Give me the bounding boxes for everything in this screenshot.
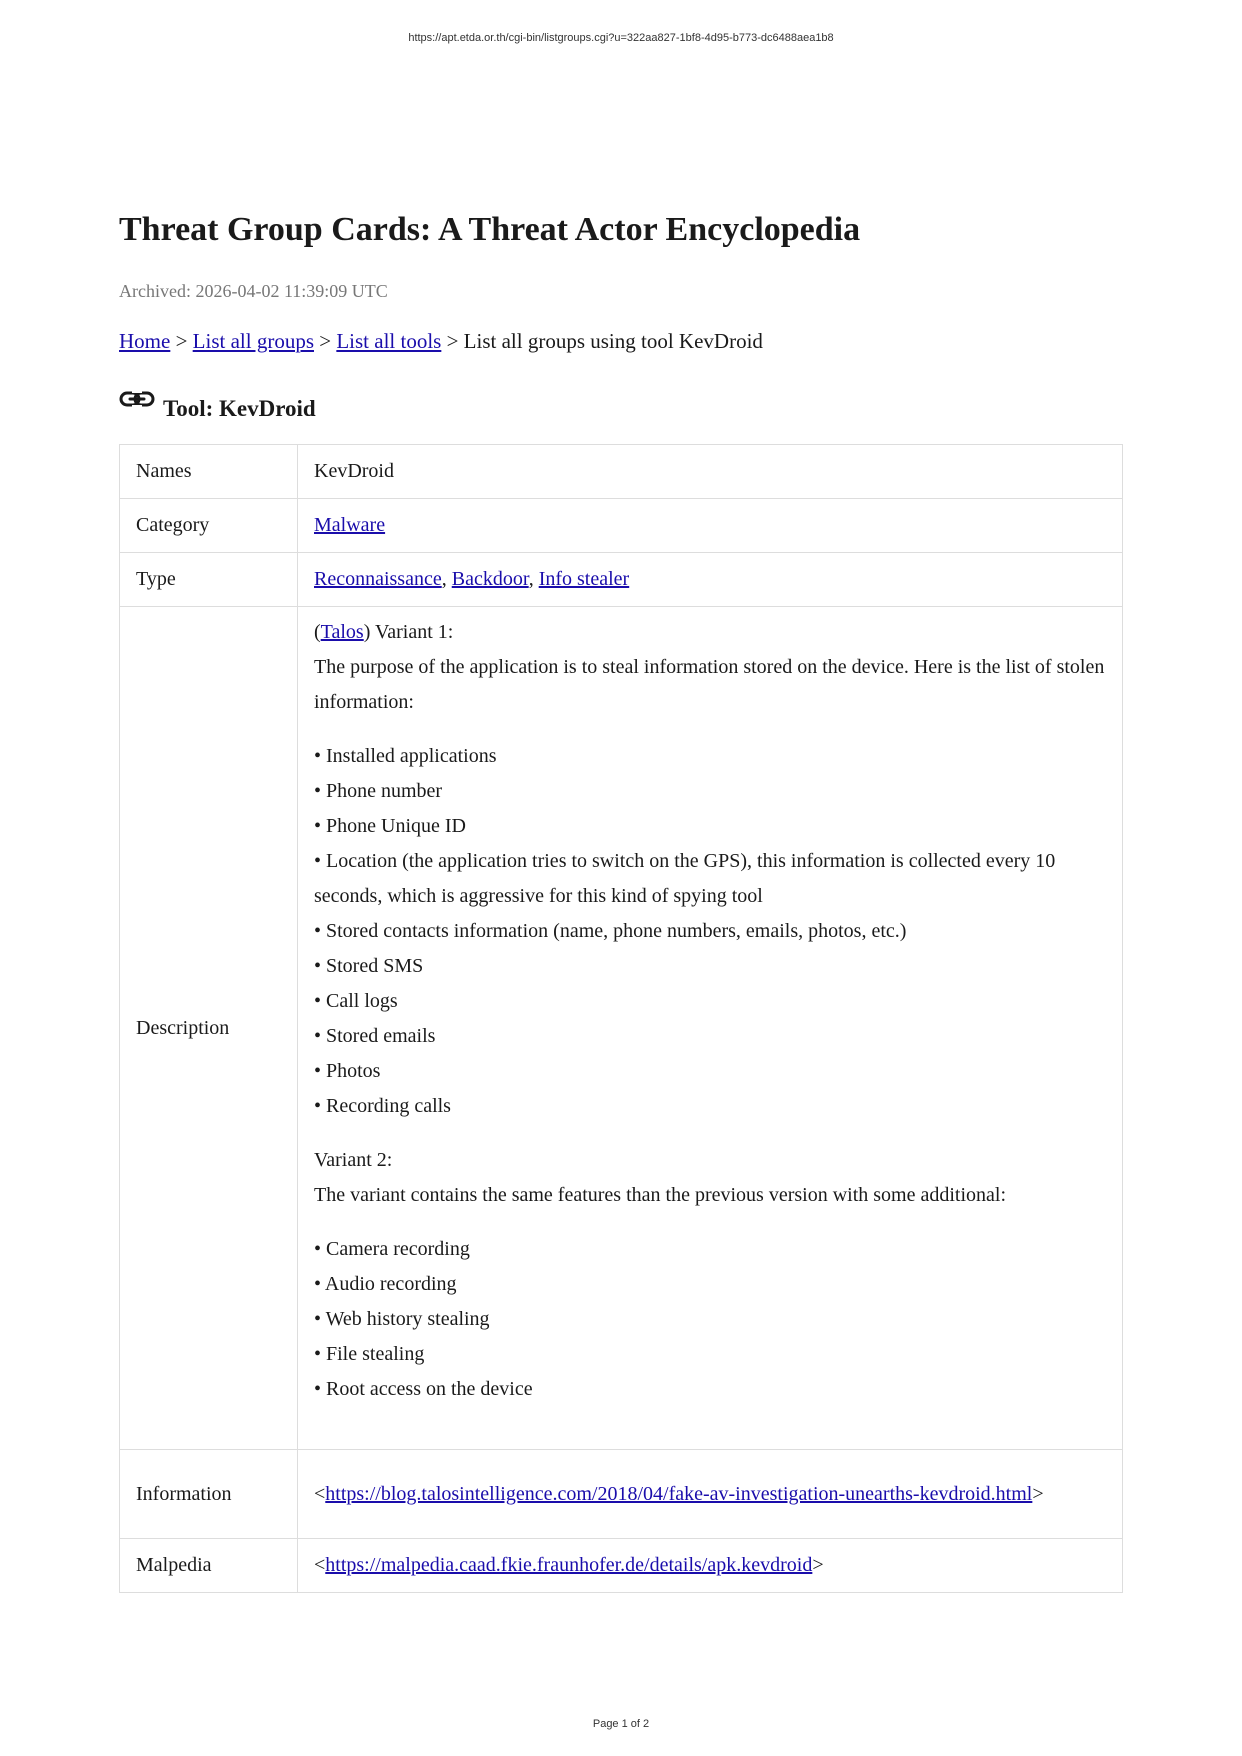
page-content xyxy=(119,210,1123,1593)
description-value xyxy=(298,607,1123,1450)
tool-heading xyxy=(119,388,1123,422)
table-row-names xyxy=(120,445,1123,499)
page-title: Threat Group Cards: A Threat Actor Encyclopedia xyxy=(119,211,861,248)
category-malware-link[interactable]: Malware xyxy=(314,514,386,537)
page-number: Page 1 of 2 xyxy=(592,1718,650,1730)
variant1-intro: The purpose of the application is to steal information stored on the device. Here is the list of stolen information: xyxy=(314,656,1105,714)
category-value xyxy=(298,499,1123,553)
table-row-information xyxy=(120,1450,1123,1539)
category-label: Category xyxy=(120,499,298,553)
link-icon xyxy=(119,388,155,412)
malpedia-label: Malpedia xyxy=(120,1539,298,1593)
list-item: • Stored emails xyxy=(314,1025,436,1048)
variant1-title-text: ) Variant 1: xyxy=(363,621,454,644)
list-item: • Phone number xyxy=(314,780,443,803)
list-item: • Location (the application tries to switch on the GPS), this information is collected every 10 seconds, which is aggressive for this kind of spying tool xyxy=(314,850,1056,908)
breadcrumb-home-link[interactable]: Home xyxy=(119,328,171,353)
information-value xyxy=(298,1450,1123,1539)
list-item: • Phone Unique ID xyxy=(314,815,466,838)
list-item: • Photos xyxy=(314,1060,381,1083)
table-row-malpedia xyxy=(120,1539,1123,1593)
gt-bracket: > xyxy=(1032,1482,1044,1505)
breadcrumb-separator: > xyxy=(170,328,193,353)
tool-details-table xyxy=(119,444,1123,1593)
archived-timestamp: Archived: 2026-04-02 11:39:09 UTC xyxy=(119,280,388,301)
information-label: Information xyxy=(120,1450,298,1539)
list-item: • File stealing xyxy=(314,1343,425,1366)
malpedia-value xyxy=(298,1539,1123,1593)
list-item: • Recording calls xyxy=(314,1095,451,1118)
information-talos-link[interactable]: https://blog.talosintelligence.com/2018/04/fake-av-investigation-unearths-kevdroid.html xyxy=(325,1482,1033,1505)
table-row-category xyxy=(120,499,1123,553)
variant2-title: Variant 2: xyxy=(314,1149,393,1172)
list-item: • Camera recording xyxy=(314,1238,470,1261)
list-item: • Call logs xyxy=(314,990,398,1013)
talos-source-link[interactable]: Talos xyxy=(320,621,364,644)
list-item: • Root access on the device xyxy=(314,1378,533,1401)
type-backdoor-link[interactable]: Backdoor xyxy=(451,568,529,591)
breadcrumb-tools-link[interactable]: List all tools xyxy=(336,328,442,353)
list-item: • Audio recording xyxy=(314,1273,457,1296)
type-label: Type xyxy=(120,553,298,607)
lt-bracket: < xyxy=(314,1554,326,1577)
breadcrumb-separator: > xyxy=(314,328,337,353)
type-separator: , xyxy=(528,568,539,591)
variant2-bullet-list xyxy=(314,1232,1106,1407)
type-value xyxy=(298,553,1123,607)
tool-title: Tool: KevDroid xyxy=(163,396,316,422)
type-separator: , xyxy=(441,568,452,591)
description-label: Description xyxy=(120,607,298,1450)
names-value: KevDroid xyxy=(298,445,1123,499)
variant1-bullet-list xyxy=(314,739,1106,1124)
print-header-url: https://apt.etda.or.th/cgi-bin/listgroups.cgi?u=322aa827-1bf8-4d95-b773-dc6488aea1b8 xyxy=(408,32,834,44)
malpedia-link[interactable]: https://malpedia.caad.fkie.fraunhofer.de/details/apk.kevdroid xyxy=(325,1554,813,1577)
list-item: • Web history stealing xyxy=(314,1308,490,1331)
type-info-stealer-link[interactable]: Info stealer xyxy=(538,568,630,591)
open-paren: ( xyxy=(314,621,321,644)
type-reconnaissance-link[interactable]: Reconnaissance xyxy=(314,568,442,591)
variant1-title xyxy=(314,615,1106,650)
list-item: • Stored SMS xyxy=(314,955,424,978)
gt-bracket: > xyxy=(812,1554,824,1577)
lt-bracket: < xyxy=(314,1482,326,1505)
breadcrumb-current: > List all groups using tool KevDroid xyxy=(441,328,763,353)
breadcrumb-groups-link[interactable]: List all groups xyxy=(192,328,314,353)
list-item: • Installed applications xyxy=(314,745,497,768)
breadcrumb xyxy=(119,328,1123,355)
table-row-description xyxy=(120,607,1123,1450)
table-row-type xyxy=(120,553,1123,607)
variant2-intro: The variant contains the same features than the previous version with some additional: xyxy=(314,1184,1007,1207)
list-item: • Stored contacts information (name, phone numbers, emails, photos, etc.) xyxy=(314,920,907,943)
names-label: Names xyxy=(120,445,298,499)
